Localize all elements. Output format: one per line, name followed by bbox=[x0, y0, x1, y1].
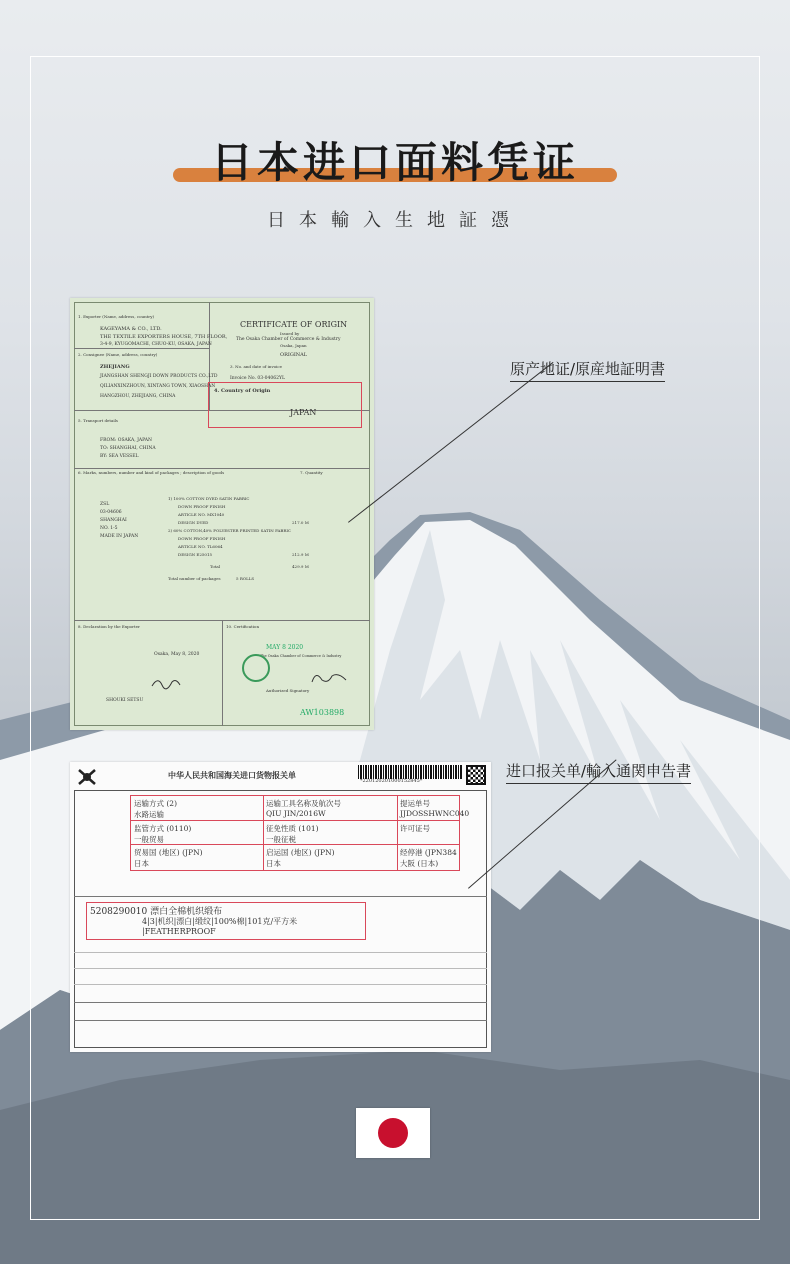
marks-label: 6. Marks, numbers, number and kind of packages ; description of goods bbox=[78, 470, 225, 475]
quantity-label: 7. Quantity bbox=[300, 470, 323, 475]
stamp-date: MAY 8 2020 bbox=[266, 644, 304, 651]
japan-flag-icon bbox=[356, 1108, 430, 1158]
divider bbox=[74, 468, 370, 469]
divider bbox=[397, 795, 398, 871]
transport-line: TO: SHANGHAI, CHINA bbox=[100, 446, 156, 451]
trade-country-label: 贸易国 (地区) (JPN) bbox=[134, 848, 203, 857]
invoice-value: Invoice No. 03-04062YL bbox=[230, 376, 285, 381]
goods-line: Total number of packages bbox=[168, 576, 221, 581]
goods-line: ARTICLE NO. TL6064 bbox=[178, 544, 223, 549]
exporter-line: KAGEYAMA & CO., LTD. bbox=[100, 326, 162, 332]
barcode bbox=[358, 765, 462, 779]
declaration-label: 8. Declaration by the Exporter bbox=[78, 624, 140, 629]
tax-nature-label: 征免性质 (101) bbox=[266, 824, 319, 833]
stamp-org: The Osaka Chamber of Commerce & Industry bbox=[260, 654, 342, 658]
issuer-city: Osaka, Japan bbox=[280, 343, 307, 348]
exporter-line: 3-4-9, KYUGOMACHI, CHUO-KU, OSAKA, JAPAN bbox=[100, 342, 212, 347]
divider bbox=[74, 896, 487, 897]
goods-line: Total bbox=[210, 564, 221, 569]
issuer: The Osaka Chamber of Commerce & Industry bbox=[236, 337, 341, 342]
customs-emblem-icon bbox=[76, 766, 98, 788]
license-label: 许可证号 bbox=[400, 824, 430, 833]
certificate-of-origin-document bbox=[70, 298, 374, 730]
marks-line: SHANGHAI bbox=[100, 518, 127, 523]
customs-title: 中华人民共和国海关进口货物报关单 bbox=[168, 771, 296, 780]
transit-port-value: 大阪 (日本) bbox=[400, 859, 439, 868]
place-date: Osaka, May 8, 2020 bbox=[154, 652, 200, 657]
divider bbox=[130, 820, 460, 821]
marks-line: NO. 1-5 bbox=[100, 526, 118, 531]
flag-red-circle bbox=[378, 1118, 408, 1148]
marks-line: ZSL bbox=[100, 502, 110, 507]
exporter-label: 1. Exporter (Name, address, country) bbox=[78, 314, 155, 319]
marks-line: 03-04606 bbox=[100, 510, 122, 515]
transit-port-label: 经停港 (JPN384 bbox=[400, 848, 457, 857]
bill-of-lading-value: JJDOSSHWNC040 bbox=[400, 809, 470, 818]
goods-line: ARTICLE NO. MX1040 bbox=[178, 512, 225, 517]
consignee-line: HANGZHOU, ZHEJIANG, CHINA bbox=[100, 394, 176, 399]
customs-declaration-document bbox=[70, 762, 491, 1052]
certificate-heading: CERTIFICATE OF ORIGIN bbox=[240, 320, 348, 329]
page-title: 日本进口面料凭证 bbox=[210, 138, 579, 187]
transport-label: 5. Transport details bbox=[78, 418, 118, 423]
goods-spec-line: 4|3|机织|漂白|缎纹|100%棉|101克/平方米 bbox=[142, 917, 298, 926]
goods-spec-line: |FEATHERPROOF bbox=[142, 927, 216, 936]
page-subtitle: 日本輸入生地証憑 bbox=[267, 210, 523, 231]
departure-country-label: 启运国 (地区) (JPN) bbox=[266, 848, 335, 857]
consignee-label: 2. Consignee (Name, address, country) bbox=[78, 352, 158, 357]
consignee-line: ZHEJIANG bbox=[100, 364, 130, 370]
exporter-signature bbox=[150, 676, 186, 690]
divider bbox=[263, 795, 264, 871]
consignee-line: QILIANXINZHOUN, XINTANG TOWN, XIAOSHAN bbox=[100, 384, 216, 389]
customs-declaration-callout: 进口报关单/輸入通関申告書 bbox=[506, 760, 691, 784]
issued-by: Issued by bbox=[280, 331, 300, 336]
consignee-line: JIANGSHAN SHENGJI DOWN PRODUCTS CO.,LTD bbox=[100, 374, 218, 379]
bill-of-lading-label: 提运单号 bbox=[400, 799, 430, 808]
country-value: JAPAN bbox=[290, 408, 317, 417]
goods-line: DOWN PROOF FINISH bbox=[178, 504, 226, 509]
barcode-text: *220120201000152845* bbox=[360, 778, 423, 784]
marks-line: MADE IN JAPAN bbox=[100, 534, 139, 539]
goods-code-line: 5208290010 漂白全棉机织缎布 bbox=[90, 907, 223, 917]
certificate-number: AW103898 bbox=[300, 708, 345, 717]
quantity-value: 212.9 M bbox=[292, 552, 309, 557]
transport-line: BY: SEA VESSEL bbox=[100, 454, 139, 459]
origin-certificate-callout: 原产地证/原産地証明書 bbox=[510, 358, 665, 382]
quantity-value: 429.9 M bbox=[292, 564, 309, 569]
original-mark: ORIGINAL bbox=[280, 352, 308, 358]
trade-country-value: 日本 bbox=[134, 859, 149, 868]
goods-line: 2) 60% COTTON,40% POLYESTER PRINTED SATIN FABRIC bbox=[168, 528, 291, 533]
vessel-value: QIU JIN/2016W bbox=[266, 809, 326, 818]
tax-nature-value: 一般征税 bbox=[266, 835, 296, 844]
departure-country-value: 日本 bbox=[266, 859, 281, 868]
divider bbox=[74, 984, 487, 985]
exporter-line: THE TEXTILE EXPORTERS HOUSE, 7TH FLOOR, bbox=[100, 334, 228, 340]
authority-signature bbox=[310, 670, 350, 686]
divider bbox=[74, 952, 487, 953]
invoice-label: 3. No. and date of invoice bbox=[230, 364, 283, 369]
goods-line: DOWN PROOF FINISH bbox=[178, 536, 226, 541]
divider bbox=[74, 1020, 487, 1021]
signatory-name: SHOUKI SETSU bbox=[106, 698, 144, 703]
vessel-label: 运输工具名称及航次号 bbox=[266, 799, 341, 808]
certification-label: 10. Certification bbox=[226, 624, 260, 629]
goods-line: DESIGN DYED bbox=[178, 520, 209, 525]
quantity-value: 217.0 M bbox=[292, 520, 309, 525]
transport-line: FROM: OSAKA, JAPAN bbox=[100, 438, 152, 443]
goods-line: 1) 100% COTTON DYED SATIN FABRIC bbox=[168, 496, 250, 501]
goods-line: 5 ROLLS bbox=[236, 576, 255, 581]
divider bbox=[74, 968, 487, 969]
qr-code bbox=[466, 765, 486, 785]
divider bbox=[74, 348, 209, 349]
authorized-signatory: Authorized Signatory bbox=[266, 688, 310, 693]
chamber-seal-stamp bbox=[242, 654, 270, 682]
goods-line: DESIGN E25015 bbox=[178, 552, 213, 557]
supervision-label: 监管方式 (0110) bbox=[134, 824, 192, 833]
divider bbox=[74, 1002, 487, 1003]
supervision-value: 一般贸易 bbox=[134, 835, 164, 844]
transport-mode-value: 水路运输 bbox=[134, 810, 164, 819]
country-label: 4. Country of Origin bbox=[214, 388, 271, 394]
divider bbox=[222, 620, 223, 726]
transport-mode-label: 运输方式 (2) bbox=[134, 799, 178, 808]
